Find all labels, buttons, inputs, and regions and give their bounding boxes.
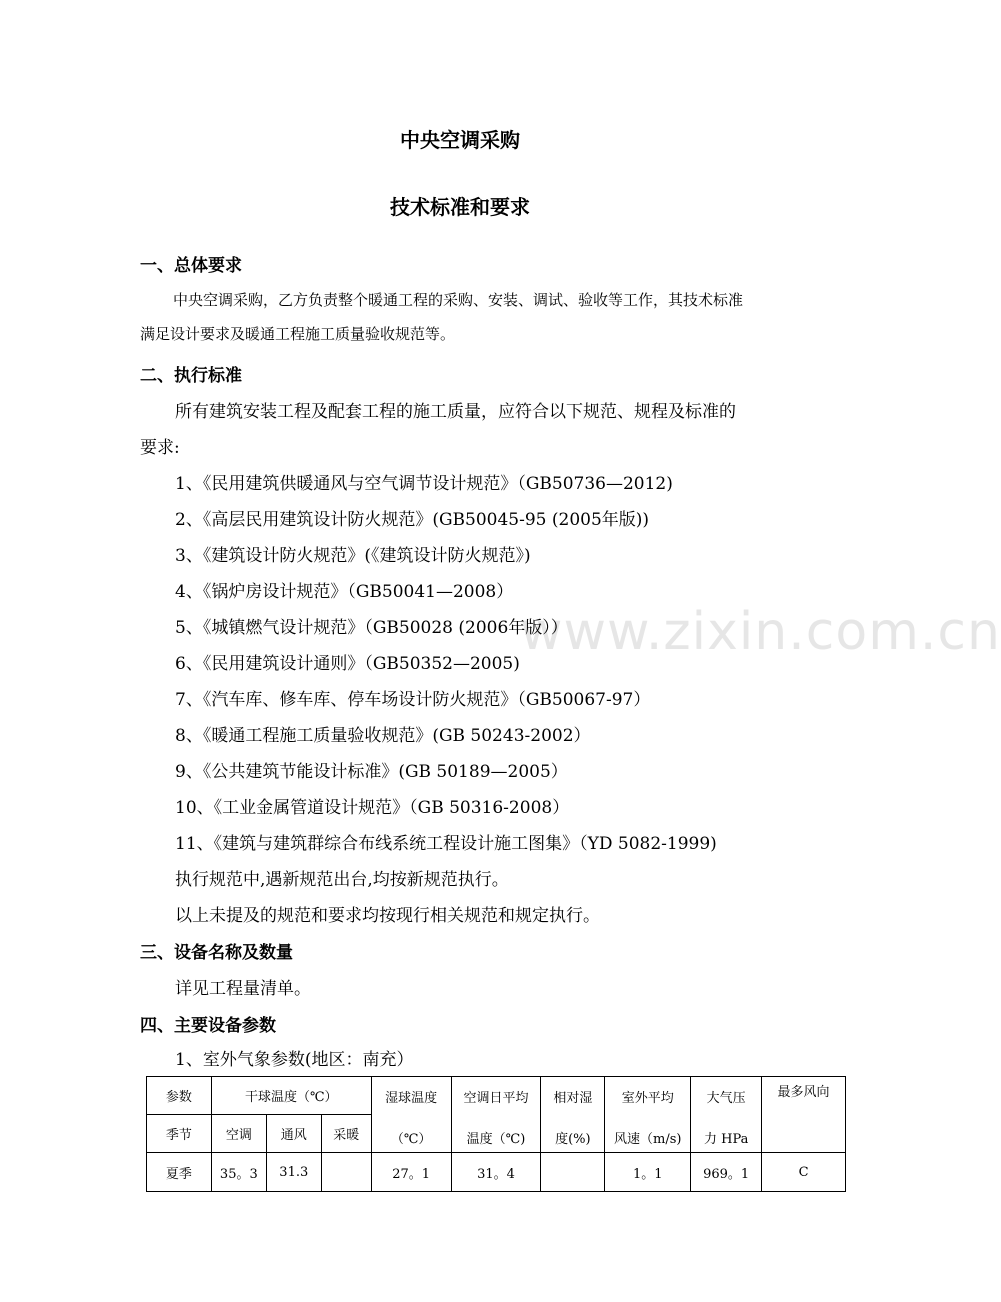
paragraph-line: 中央空调采购，乙方负责整个暖通工程的采购、安装、调试、验收等工作，其技术标准 <box>173 291 744 309</box>
cell-season: 夏季 <box>147 1153 212 1192</box>
standard-item: 5、《城镇燃气设计规范》（GB50028 (2006年版）） <box>175 618 568 638</box>
standard-item: 10、《工业金属管道设计规范》（GB 50316-2008） <box>175 798 570 818</box>
header-wet-bulb-line2: （℃） <box>390 1131 432 1147</box>
header-season: 季节 <box>147 1115 212 1153</box>
standard-item: 3、《建筑设计防火规范》(《建筑设计防火规范》) <box>175 546 531 566</box>
standard-item: 4、《锅炉房设计规范》（GB50041—2008） <box>175 582 514 602</box>
header-param: 参数 <box>147 1077 212 1115</box>
standard-item: 6、《民用建筑设计通则》（GB50352—2005) <box>175 654 520 674</box>
header-wet-bulb <box>371 1077 451 1153</box>
document-title: 中央空调采购 <box>400 128 520 152</box>
paragraph-line: 执行规范中,遇新规范出台,均按新规范执行。 <box>175 870 509 890</box>
standard-item: 8、《暖通工程施工质量验收规范》(GB 50243-2002） <box>175 726 591 746</box>
header-wind-direction-label: 最多风向 <box>777 1085 830 1100</box>
table-row <box>147 1153 846 1192</box>
paragraph-line: 要求: <box>140 438 180 458</box>
header-wind-speed-line2: 风速（m/s) <box>614 1131 682 1147</box>
cell-pressure: 969。1 <box>691 1153 762 1192</box>
cell-dry-heat <box>321 1153 371 1192</box>
header-dry-vent: 通风 <box>266 1115 321 1153</box>
header-pressure <box>691 1077 762 1153</box>
section-heading-standards: 二、执行标准 <box>140 366 242 386</box>
cell-avg: 31。4 <box>451 1153 541 1192</box>
document-subtitle: 技术标准和要求 <box>390 195 530 219</box>
header-wet-bulb-line1: 湿球温度 <box>385 1090 438 1106</box>
header-dry-bulb: 干球温度（℃） <box>211 1077 371 1115</box>
cell-wind: 1。1 <box>605 1153 691 1192</box>
paragraph-line: 详见工程量清单。 <box>175 979 311 999</box>
weather-parameters-table <box>146 1076 846 1192</box>
standard-item: 1、《民用建筑供暖通风与空气调节设计规范》（GB50736—2012) <box>175 474 673 494</box>
paragraph-line: 以上未提及的规范和要求均按现行相关规范和规定执行。 <box>175 906 600 926</box>
cell-dry-vent: 31.3 <box>266 1153 321 1192</box>
paragraph-line: 满足设计要求及暖通工程施工质量验收规范等。 <box>140 325 456 343</box>
cell-wind-direction: C <box>762 1153 846 1192</box>
header-humidity-line2: 度(%) <box>555 1131 591 1147</box>
header-pressure-line1: 大气压 <box>706 1090 746 1106</box>
standard-item: 7、《汽车库、修车库、停车场设计防火规范》（GB50067-97） <box>175 690 651 710</box>
paragraph-line: 所有建筑安装工程及配套工程的施工质量，应符合以下规范、规程及标准的 <box>175 402 736 422</box>
standard-item: 2、《高层民用建筑设计防火规范》(GB50045-95 (2005年版)) <box>175 510 650 530</box>
header-pressure-line2: 力 HPa <box>703 1131 749 1147</box>
watermark: www.zixin.com.cn <box>520 602 1001 662</box>
header-daily-avg <box>451 1077 541 1153</box>
section-heading-general: 一、总体要求 <box>140 256 242 276</box>
header-humidity <box>541 1077 605 1153</box>
header-dry-heat: 采暖 <box>321 1115 371 1153</box>
section-heading-parameters: 四、主要设备参数 <box>140 1016 276 1036</box>
standard-item: 9、《公共建筑节能设计标准》(GB 50189—2005） <box>175 762 568 782</box>
header-wind-direction <box>762 1077 846 1153</box>
cell-dry-ac: 35。3 <box>211 1153 266 1192</box>
standard-item: 11、《建筑与建筑群综合布线系统工程设计施工图集》（YD 5082-1999) <box>175 834 717 854</box>
header-humidity-line1: 相对湿 <box>553 1090 593 1106</box>
cell-humidity <box>541 1153 605 1192</box>
subheading: 1、室外气象参数(地区：南充） <box>175 1050 414 1070</box>
header-daily-avg-line2: 温度（℃) <box>466 1131 526 1147</box>
cell-wet: 27。1 <box>371 1153 451 1192</box>
header-wind-speed-line1: 室外平均 <box>621 1090 674 1106</box>
header-dry-ac: 空调 <box>211 1115 266 1153</box>
header-wind-speed <box>605 1077 691 1153</box>
section-heading-equipment: 三、设备名称及数量 <box>140 943 293 963</box>
header-daily-avg-line1: 空调日平均 <box>463 1090 529 1106</box>
